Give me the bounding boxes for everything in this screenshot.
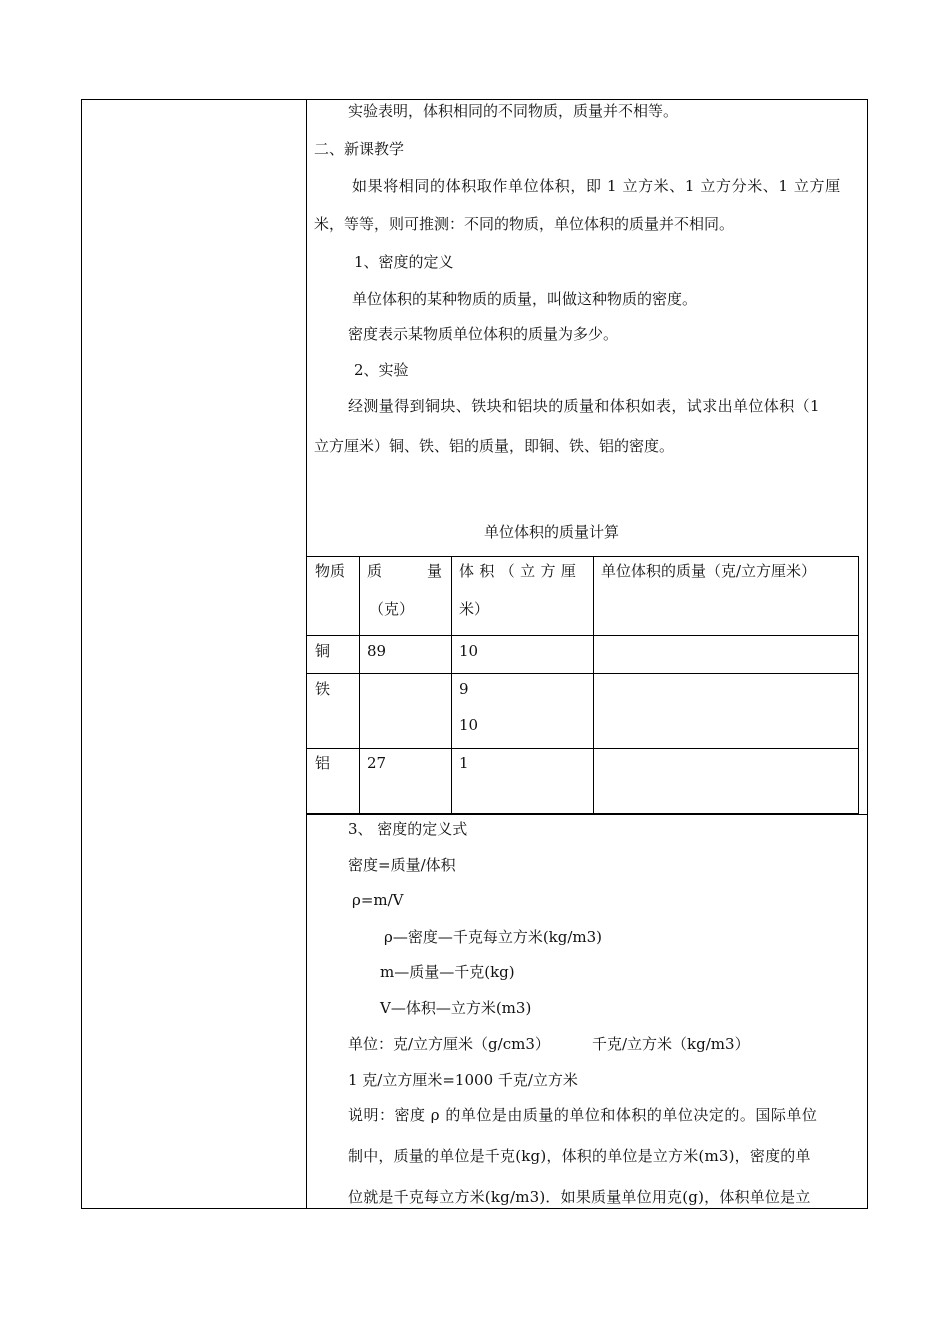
header-mass-unit: （克） — [369, 600, 415, 618]
explanation-line2: 制中，质量的单位是千克(kg)，体积的单位是立方米(m3)，密度的单 — [348, 1147, 811, 1165]
unit-conversion: 1 克/立方厘米=1000 千克/立方米 — [348, 1071, 578, 1089]
row-aluminum-substance: 铝 — [315, 754, 331, 772]
explanation-line3: 位就是千克每立方米(kg/m3)．如果质量单位用克(g)，体积单位是立 — [348, 1188, 811, 1206]
paragraph-density-definition: 单位体积的某种物质的质量，叫做这种物质的密度。 — [352, 290, 698, 308]
heading-experiment: 2、实验 — [354, 361, 409, 379]
formula-mass-definition: m—质量—千克(kg) — [380, 963, 515, 981]
header-volume-line2: 米） — [459, 600, 490, 618]
explanation-line1: 说明：密度 ρ 的单位是由质量的单位和体积的单位决定的。国际单位 — [348, 1106, 818, 1124]
density-table — [306, 556, 859, 814]
header-mass-part2: 量 — [427, 562, 443, 580]
header-substance: 物质 — [315, 562, 346, 580]
row-copper-volume: 10 — [459, 642, 479, 660]
heading-density-definition: 1、密度的定义 — [354, 253, 454, 271]
paragraph-density-meaning: 密度表示某物质单位体积的质量为多少。 — [348, 325, 619, 343]
header-density: 单位体积的质量（克/立方厘米） — [601, 562, 817, 580]
unit-gram-per-cm3: 单位：克/立方厘米（g/cm3） — [348, 1035, 550, 1053]
heading-density-formula: 3、 密度的定义式 — [348, 820, 468, 838]
paragraph-unit-volume-line2: 米，等等，则可推测：不同的物质，单位体积的质量并不相同。 — [314, 215, 735, 233]
paragraph-measurement-line1: 经测量得到铜块、铁块和铝块的质量和体积如表，试求出单位体积（1 — [348, 397, 820, 415]
formula-density-words: 密度=质量/体积 — [348, 856, 456, 874]
header-mass-part1: 质 — [367, 562, 383, 580]
row-copper-mass: 89 — [367, 642, 387, 660]
header-volume-line1: 体 积 （ 立 方 厘 — [459, 562, 577, 580]
paragraph-unit-volume-line1: 如果将相同的体积取作单位体积，即 1 立方米、1 立方分米、1 立方厘 — [352, 177, 841, 195]
paragraph-experiment-result: 实验表明，体积相同的不同物质，质量并不相等。 — [348, 102, 679, 120]
formula-rho-definition: ρ—密度—千克每立方米(kg/m3) — [384, 928, 603, 946]
unit-kg-per-m3: 千克/立方米（kg/m3） — [592, 1035, 750, 1053]
row-copper-substance: 铜 — [315, 642, 331, 660]
row-iron-substance: 铁 — [315, 680, 331, 698]
row-iron-volume-second: 10 — [459, 716, 479, 734]
section-divider — [306, 814, 867, 815]
paragraph-measurement-line2: 立方厘米）铜、铁、铝的质量，即铜、铁、铝的密度。 — [314, 437, 675, 455]
section-heading-new-lesson: 二、新课教学 — [314, 140, 405, 158]
row-aluminum-mass: 27 — [367, 754, 387, 772]
formula-density-symbols: ρ=m/V — [352, 891, 404, 909]
formula-volume-definition: V—体积—立方米(m3) — [380, 999, 532, 1017]
row-iron-volume: 9 — [459, 680, 469, 698]
row-aluminum-volume: 1 — [459, 754, 469, 772]
table-caption: 单位体积的质量计算 — [484, 523, 620, 541]
